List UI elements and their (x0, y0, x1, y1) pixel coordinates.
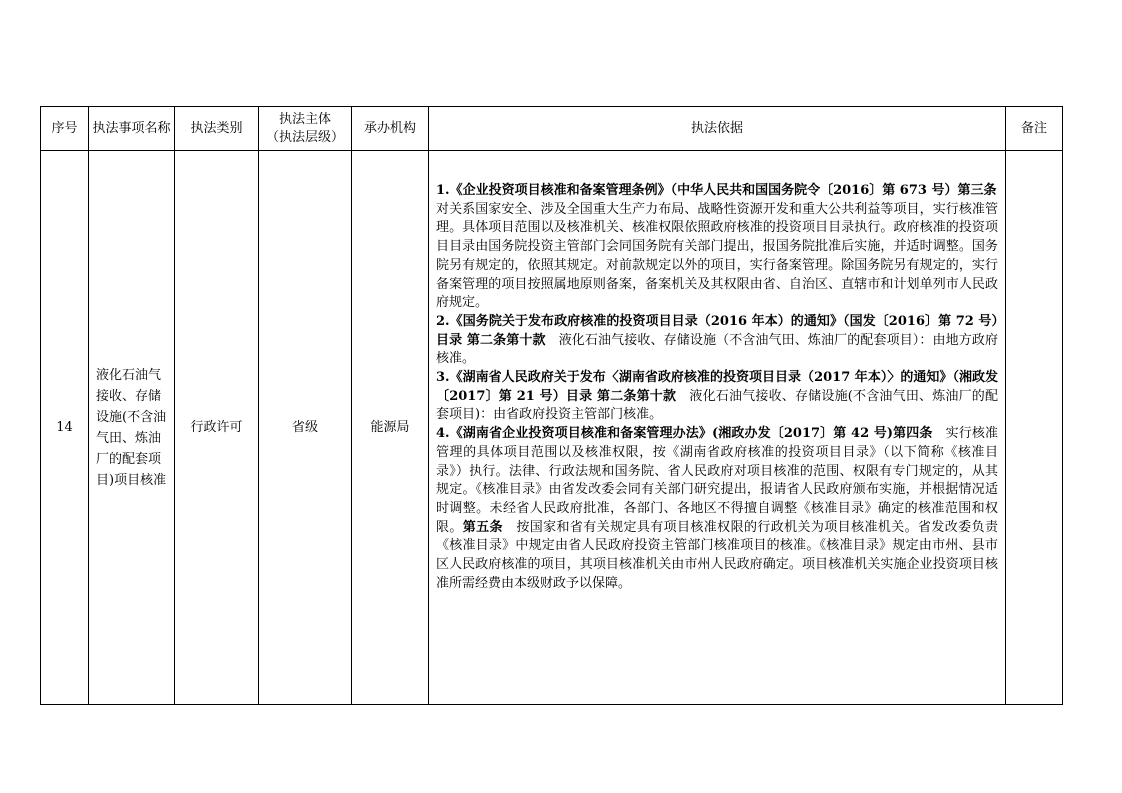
cell-agency: 能源局 (352, 151, 429, 705)
header-agency: 承办机构 (352, 107, 429, 151)
basis-1-citation: 1.《企业投资项目核准和备案管理条例》（中华人民共和国国务院令〔2016〕第 673 号）第三条 (436, 183, 997, 198)
basis-paragraph-3 (436, 369, 998, 425)
header-basis: 执法依据 (429, 107, 1006, 151)
basis-4-citation-article5: 第五条 (462, 519, 503, 535)
basis-3-text: 液化石油气接收、存储设施(不含油气田、炼油厂的配套项目)：由省政府投资主管部门核准。 (436, 388, 998, 423)
cell-basis (429, 151, 1010, 705)
basis-4-text-article5: 按国家和省有关规定具有项目核准权限的行政机关为项目核准机关。省发改委负责《核准目录》中规定由省人民政府投资主管部门核准项目的核准。《核准目录》规定由市州、县市区人民政府核准的项目，其项目核准机关由市州人民政府确定。项目核准机关实施企业投资项目核准所需经费由本级财政予以保障。 (436, 519, 998, 591)
law-enforcement-table (40, 106, 1063, 705)
cell-level: 省级 (259, 151, 352, 705)
basis-paragraph-4 (436, 425, 998, 593)
basis-4-text: 实行核准管理的具体项目范围以及核准权限，按《湖南省政府核准的投资项目目录》（以下简称《核准目录》）执行。法律、行政法规和国务院、省人民政府对项目核准的范围、权限有专门规定的，从其规定。《核准目录》由省发改委会同有关部门研究提出，报请省人民政府颁布实施，并根据情况适时调整。未经省人民政府批准，各部门、各地区不得擅自调整《核准目录》确定的核准范围和权限。 (436, 426, 998, 535)
basis-1-text: 对关系国家安全、涉及全国重大生产力布局、战略性资源开发和重大公共利益等项目，实行核准管理。具体项目范围以及核准机关、核准权限依照政府核准的投资项目目录执行。政府核准的投资项目目录由国务院投资主管部门会同国务院有关部门提出，报国务院批准后实施，并适时调整。国务院另有规定的，依照其规定。对前款规定以外的项目，实行备案管理。除国务院另有规定的，实行备案管理的项目按照属地原则备案，备案机关及其权限由省、自治区、直辖市和计划单列市人民政府规定。 (436, 183, 1010, 311)
header-item-name: 执法事项名称 (89, 107, 175, 151)
header-row (41, 107, 1063, 151)
basis-2-citation: 2.《国务院关于发布政府核准的投资项目目录（2016 年本）的通知》（国发〔2016〕第 72 号）目录 第二条第十款 (436, 313, 998, 348)
header-subject-line2: （执法层级） (265, 129, 344, 145)
cell-remarks (1006, 151, 1063, 705)
basis-paragraph-1 (436, 182, 1010, 313)
basis-paragraph-2 (436, 313, 998, 369)
header-subject-line1: 执法主体 (278, 111, 331, 127)
basis-3-citation: 3.《湖南省人民政府关于发布〈湖南省政府核准的投资项目目录（2017 年本）〉的通知》（湘政发〔2017〕第 21 号）目录 第二条第十款 (436, 370, 998, 404)
cell-item-name: 液化石油气接收、存储设施(不含油气田、炼油厂的配套项目)项目核准 (89, 151, 175, 705)
basis-2-text: 液化石油气接收、存储设施（不含油气田、炼油厂的配套项目）：由地方政府核准。 (436, 332, 998, 367)
header-remarks: 备注 (1006, 107, 1063, 151)
header-category: 执法类别 (175, 107, 259, 151)
table-row (41, 151, 1063, 705)
cell-category: 行政许可 (175, 151, 259, 705)
header-seq: 序号 (41, 107, 89, 151)
cell-seq: 14 (41, 151, 89, 705)
basis-4-citation: 4.《湖南省企业投资项目核准和备案管理办法》(湘政办发〔2017〕第 42 号)第四条 (436, 426, 933, 442)
header-subject (259, 107, 352, 151)
